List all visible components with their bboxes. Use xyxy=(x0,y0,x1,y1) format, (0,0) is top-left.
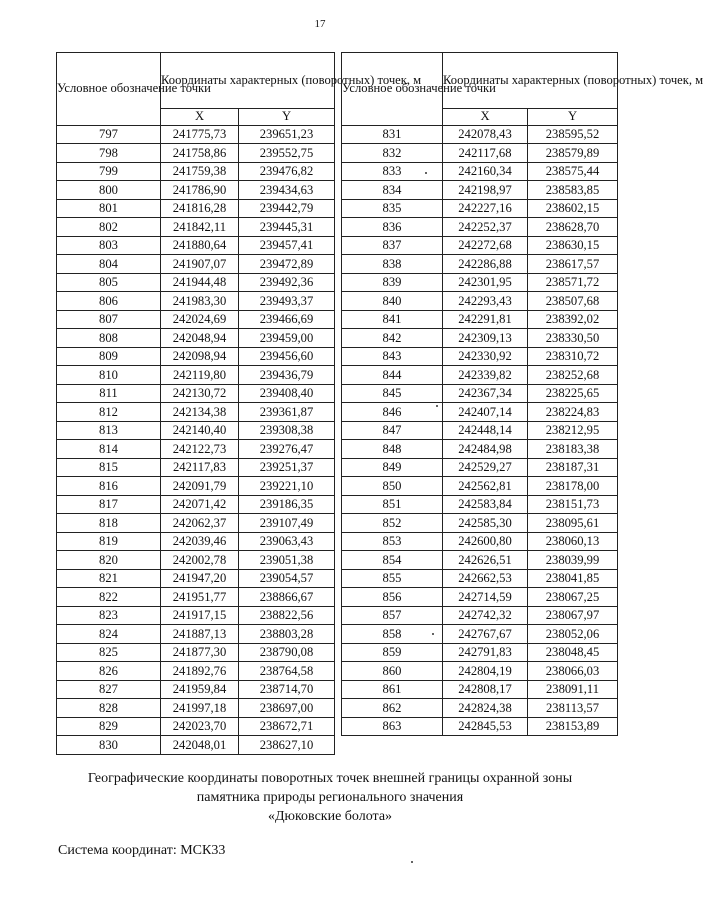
point-number-cell: 811 xyxy=(57,384,161,403)
y-coordinate-cell: 239063,43 xyxy=(239,532,335,551)
y-coordinate-cell: 239051,38 xyxy=(239,551,335,570)
point-number-cell: 855 xyxy=(342,569,443,588)
x-coordinate-cell: 242407,14 xyxy=(443,403,528,422)
y-coordinate-cell: 239445,31 xyxy=(239,218,335,237)
y-coordinate-cell: 238187,31 xyxy=(528,458,618,477)
point-number-cell: 812 xyxy=(57,403,161,422)
x-coordinate-cell: 242339,82 xyxy=(443,366,528,385)
point-number-cell: 826 xyxy=(57,662,161,681)
table-body-left xyxy=(57,125,335,754)
table-row xyxy=(342,218,618,237)
y-coordinate-cell: 238392,02 xyxy=(528,310,618,329)
y-coordinate-cell: 238583,85 xyxy=(528,181,618,200)
x-coordinate-cell: 242002,78 xyxy=(161,551,239,570)
table-row xyxy=(57,144,335,163)
header-point-label: Условное обозначение точки xyxy=(342,53,443,126)
y-coordinate-cell: 238617,57 xyxy=(528,255,618,274)
header-y-label: Y xyxy=(239,109,335,126)
table-row xyxy=(342,255,618,274)
y-coordinate-cell: 239221,10 xyxy=(239,477,335,496)
y-coordinate-cell: 238066,03 xyxy=(528,662,618,681)
point-number-cell: 822 xyxy=(57,588,161,607)
y-coordinate-cell: 238052,06 xyxy=(528,625,618,644)
point-number-cell: 819 xyxy=(57,532,161,551)
caption-line-3: «Дюковские болота» xyxy=(267,809,393,824)
x-coordinate-cell: 242804,19 xyxy=(443,662,528,681)
y-coordinate-cell: 238225,65 xyxy=(528,384,618,403)
table-row xyxy=(57,162,335,181)
y-coordinate-cell: 239054,57 xyxy=(239,569,335,588)
point-number-cell: 842 xyxy=(342,329,443,348)
point-number-cell: 835 xyxy=(342,199,443,218)
x-coordinate-cell: 241917,15 xyxy=(161,606,239,625)
x-coordinate-cell: 242791,83 xyxy=(443,643,528,662)
coordinate-system-label: Система координат: МСК33 xyxy=(58,843,226,858)
x-coordinate-cell: 242824,38 xyxy=(443,699,528,718)
table-row xyxy=(342,181,618,200)
x-coordinate-cell: 242293,43 xyxy=(443,292,528,311)
point-number-cell: 820 xyxy=(57,551,161,570)
x-coordinate-cell: 242039,46 xyxy=(161,532,239,551)
x-coordinate-cell: 242134,38 xyxy=(161,403,239,422)
point-number-cell: 831 xyxy=(342,125,443,144)
y-coordinate-cell: 239476,82 xyxy=(239,162,335,181)
x-coordinate-cell: 242098,94 xyxy=(161,347,239,366)
point-number-cell: 797 xyxy=(57,125,161,144)
point-number-cell: 838 xyxy=(342,255,443,274)
x-coordinate-cell: 241842,11 xyxy=(161,218,239,237)
y-coordinate-cell: 238153,89 xyxy=(528,717,618,736)
table-row xyxy=(342,495,618,514)
y-coordinate-cell: 238764,58 xyxy=(239,662,335,681)
point-number-cell: 802 xyxy=(57,218,161,237)
point-number-cell: 861 xyxy=(342,680,443,699)
table-row xyxy=(342,532,618,551)
header-coords-label: Координаты характерных (поворотных) точек, м xyxy=(443,53,618,109)
x-coordinate-cell: 242140,40 xyxy=(161,421,239,440)
table-row xyxy=(57,366,335,385)
x-coordinate-cell: 242119,80 xyxy=(161,366,239,385)
y-coordinate-cell: 238575,44 xyxy=(528,162,618,181)
point-number-cell: 815 xyxy=(57,458,161,477)
point-number-cell: 840 xyxy=(342,292,443,311)
x-coordinate-cell: 242071,42 xyxy=(161,495,239,514)
x-coordinate-cell: 241887,13 xyxy=(161,625,239,644)
point-number-cell: 827 xyxy=(57,680,161,699)
point-number-cell: 859 xyxy=(342,643,443,662)
point-number-cell: 832 xyxy=(342,144,443,163)
x-coordinate-cell: 242845,53 xyxy=(443,717,528,736)
y-coordinate-cell: 239434,63 xyxy=(239,181,335,200)
point-number-cell: 817 xyxy=(57,495,161,514)
point-number-cell: 857 xyxy=(342,606,443,625)
table-row xyxy=(57,292,335,311)
table-row xyxy=(342,329,618,348)
header-y-label: Y xyxy=(528,109,618,126)
point-number-cell: 858 xyxy=(342,625,443,644)
point-number-cell: 799 xyxy=(57,162,161,181)
y-coordinate-cell: 238628,70 xyxy=(528,218,618,237)
y-coordinate-cell: 238113,57 xyxy=(528,699,618,718)
y-coordinate-cell: 238041,85 xyxy=(528,569,618,588)
x-coordinate-cell: 242091,79 xyxy=(161,477,239,496)
y-coordinate-cell: 239107,49 xyxy=(239,514,335,533)
point-number-cell: 862 xyxy=(342,699,443,718)
point-number-cell: 823 xyxy=(57,606,161,625)
table-row xyxy=(57,384,335,403)
table-row xyxy=(342,643,618,662)
x-coordinate-cell: 241951,77 xyxy=(161,588,239,607)
point-number-cell: 830 xyxy=(57,736,161,755)
y-coordinate-cell: 239251,37 xyxy=(239,458,335,477)
caption-line-2: памятника природы регионального значения xyxy=(196,790,464,805)
y-coordinate-cell: 238579,89 xyxy=(528,144,618,163)
table-row xyxy=(57,236,335,255)
table-row xyxy=(57,477,335,496)
y-coordinate-cell: 238627,10 xyxy=(239,736,335,755)
x-coordinate-cell: 242048,01 xyxy=(161,736,239,755)
y-coordinate-cell: 238330,50 xyxy=(528,329,618,348)
point-number-cell: 834 xyxy=(342,181,443,200)
table-row xyxy=(57,329,335,348)
table-row xyxy=(57,588,335,607)
table-row xyxy=(342,551,618,570)
point-number-cell: 846 xyxy=(342,403,443,422)
point-number-cell: 847 xyxy=(342,421,443,440)
page-number: 17 xyxy=(314,18,326,30)
table-row xyxy=(342,366,618,385)
table-row xyxy=(57,495,335,514)
point-number-cell: 798 xyxy=(57,144,161,163)
y-coordinate-cell: 238095,61 xyxy=(528,514,618,533)
point-number-cell: 801 xyxy=(57,199,161,218)
x-coordinate-cell: 242529,27 xyxy=(443,458,528,477)
x-coordinate-cell: 242742,32 xyxy=(443,606,528,625)
y-coordinate-cell: 238507,68 xyxy=(528,292,618,311)
x-coordinate-cell: 241759,38 xyxy=(161,162,239,181)
point-number-cell: 837 xyxy=(342,236,443,255)
x-coordinate-cell: 242130,72 xyxy=(161,384,239,403)
y-coordinate-cell: 238630,15 xyxy=(528,236,618,255)
table-row xyxy=(342,699,618,718)
point-number-cell: 836 xyxy=(342,218,443,237)
header-point-label: Условное обозначение точки xyxy=(57,53,161,126)
x-coordinate-cell: 241786,90 xyxy=(161,181,239,200)
x-coordinate-cell: 242330,92 xyxy=(443,347,528,366)
table-row xyxy=(57,347,335,366)
table-row xyxy=(57,680,335,699)
table-row xyxy=(342,421,618,440)
table-row xyxy=(342,588,618,607)
x-coordinate-cell: 241947,20 xyxy=(161,569,239,588)
point-number-cell: 805 xyxy=(57,273,161,292)
x-coordinate-cell: 242252,37 xyxy=(443,218,528,237)
table-row xyxy=(342,625,618,644)
table-row xyxy=(342,292,618,311)
point-number-cell: 860 xyxy=(342,662,443,681)
table-row xyxy=(57,717,335,736)
x-coordinate-cell: 242023,70 xyxy=(161,717,239,736)
y-coordinate-cell: 239408,40 xyxy=(239,384,335,403)
table-row xyxy=(342,162,618,181)
point-number-cell: 806 xyxy=(57,292,161,311)
x-coordinate-cell: 241959,84 xyxy=(161,680,239,699)
x-coordinate-cell: 241877,30 xyxy=(161,643,239,662)
point-number-cell: 851 xyxy=(342,495,443,514)
header-x-label: X xyxy=(161,109,239,126)
x-coordinate-cell: 242160,34 xyxy=(443,162,528,181)
table-row xyxy=(57,625,335,644)
x-coordinate-cell: 242309,13 xyxy=(443,329,528,348)
point-number-cell: 821 xyxy=(57,569,161,588)
x-coordinate-cell: 242626,51 xyxy=(443,551,528,570)
y-coordinate-cell: 238067,25 xyxy=(528,588,618,607)
x-coordinate-cell: 241907,07 xyxy=(161,255,239,274)
y-coordinate-cell: 238714,70 xyxy=(239,680,335,699)
point-number-cell: 850 xyxy=(342,477,443,496)
x-coordinate-cell: 241816,28 xyxy=(161,199,239,218)
table-body-right xyxy=(342,125,618,736)
table-row xyxy=(57,569,335,588)
y-coordinate-cell: 238672,71 xyxy=(239,717,335,736)
y-coordinate-cell: 239651,23 xyxy=(239,125,335,144)
point-number-cell: 843 xyxy=(342,347,443,366)
table-row xyxy=(342,310,618,329)
x-coordinate-cell: 242024,69 xyxy=(161,310,239,329)
scan-speck xyxy=(436,405,438,407)
x-coordinate-cell: 242600,80 xyxy=(443,532,528,551)
point-number-cell: 813 xyxy=(57,421,161,440)
table-row xyxy=(57,403,335,422)
y-coordinate-cell: 239459,00 xyxy=(239,329,335,348)
point-number-cell: 833 xyxy=(342,162,443,181)
point-number-cell: 824 xyxy=(57,625,161,644)
coordinates-table-right xyxy=(341,52,703,736)
table-row xyxy=(57,181,335,200)
table-row xyxy=(342,606,618,625)
point-number-cell: 828 xyxy=(57,699,161,718)
y-coordinate-cell: 238252,68 xyxy=(528,366,618,385)
y-coordinate-cell: 238212,95 xyxy=(528,421,618,440)
y-coordinate-cell: 238697,00 xyxy=(239,699,335,718)
y-coordinate-cell: 238067,97 xyxy=(528,606,618,625)
point-number-cell: 849 xyxy=(342,458,443,477)
y-coordinate-cell: 239457,41 xyxy=(239,236,335,255)
table-row xyxy=(57,662,335,681)
point-number-cell: 856 xyxy=(342,588,443,607)
point-number-cell: 808 xyxy=(57,329,161,348)
x-coordinate-cell: 242078,43 xyxy=(443,125,528,144)
table-row xyxy=(57,273,335,292)
document-caption xyxy=(40,769,620,826)
table-row xyxy=(57,458,335,477)
point-number-cell: 807 xyxy=(57,310,161,329)
table-row xyxy=(342,125,618,144)
y-coordinate-cell: 238048,45 xyxy=(528,643,618,662)
table-row xyxy=(342,569,618,588)
x-coordinate-cell: 241983,30 xyxy=(161,292,239,311)
x-coordinate-cell: 242291,81 xyxy=(443,310,528,329)
y-coordinate-cell: 238602,15 xyxy=(528,199,618,218)
y-coordinate-cell: 238790,08 xyxy=(239,643,335,662)
table-row xyxy=(342,236,618,255)
x-coordinate-cell: 242367,34 xyxy=(443,384,528,403)
point-number-cell: 804 xyxy=(57,255,161,274)
table-row xyxy=(57,125,335,144)
table-row xyxy=(57,532,335,551)
x-coordinate-cell: 242448,14 xyxy=(443,421,528,440)
table-row xyxy=(342,199,618,218)
y-coordinate-cell: 238595,52 xyxy=(528,125,618,144)
table-row xyxy=(342,514,618,533)
table-row xyxy=(57,643,335,662)
point-number-cell: 839 xyxy=(342,273,443,292)
x-coordinate-cell: 241758,86 xyxy=(161,144,239,163)
y-coordinate-cell: 238151,73 xyxy=(528,495,618,514)
point-number-cell: 863 xyxy=(342,717,443,736)
x-coordinate-cell: 242227,16 xyxy=(443,199,528,218)
caption-line-1: Географические координаты поворотных точек внешней границы охранной зоны xyxy=(87,771,573,786)
table-row xyxy=(342,144,618,163)
header-x-label: X xyxy=(443,109,528,126)
x-coordinate-cell: 242286,88 xyxy=(443,255,528,274)
scan-speck xyxy=(425,172,427,174)
y-coordinate-cell: 238822,56 xyxy=(239,606,335,625)
header-coords-label: Координаты характерных (поворотных) точек, м xyxy=(161,53,335,109)
x-coordinate-cell: 241880,64 xyxy=(161,236,239,255)
point-number-cell: 810 xyxy=(57,366,161,385)
point-number-cell: 848 xyxy=(342,440,443,459)
point-number-cell: 844 xyxy=(342,366,443,385)
x-coordinate-cell: 242117,83 xyxy=(161,458,239,477)
x-coordinate-cell: 242562,81 xyxy=(443,477,528,496)
y-coordinate-cell: 238039,99 xyxy=(528,551,618,570)
x-coordinate-cell: 242585,30 xyxy=(443,514,528,533)
y-coordinate-cell: 239308,38 xyxy=(239,421,335,440)
y-coordinate-cell: 239186,35 xyxy=(239,495,335,514)
table-row xyxy=(57,514,335,533)
y-coordinate-cell: 238224,83 xyxy=(528,403,618,422)
x-coordinate-cell: 242062,37 xyxy=(161,514,239,533)
table-row xyxy=(57,199,335,218)
point-number-cell: 818 xyxy=(57,514,161,533)
point-number-cell: 800 xyxy=(57,181,161,200)
x-coordinate-cell: 242048,94 xyxy=(161,329,239,348)
y-coordinate-cell: 239552,75 xyxy=(239,144,335,163)
table-row xyxy=(57,606,335,625)
point-number-cell: 825 xyxy=(57,643,161,662)
y-coordinate-cell: 238183,38 xyxy=(528,440,618,459)
table-row xyxy=(342,477,618,496)
y-coordinate-cell: 239442,79 xyxy=(239,199,335,218)
point-number-cell: 809 xyxy=(57,347,161,366)
table-row xyxy=(57,551,335,570)
table-row xyxy=(342,458,618,477)
table-row xyxy=(342,384,618,403)
point-number-cell: 852 xyxy=(342,514,443,533)
x-coordinate-cell: 242198,97 xyxy=(443,181,528,200)
point-number-cell: 854 xyxy=(342,551,443,570)
table-row xyxy=(342,347,618,366)
y-coordinate-cell: 238060,13 xyxy=(528,532,618,551)
table-row xyxy=(57,736,335,755)
y-coordinate-cell: 238803,28 xyxy=(239,625,335,644)
y-coordinate-cell: 238866,67 xyxy=(239,588,335,607)
x-coordinate-cell: 242484,98 xyxy=(443,440,528,459)
y-coordinate-cell: 239493,37 xyxy=(239,292,335,311)
point-number-cell: 816 xyxy=(57,477,161,496)
x-coordinate-cell: 241892,76 xyxy=(161,662,239,681)
y-coordinate-cell: 239436,79 xyxy=(239,366,335,385)
point-number-cell: 803 xyxy=(57,236,161,255)
table-row xyxy=(57,421,335,440)
y-coordinate-cell: 239276,47 xyxy=(239,440,335,459)
table-row xyxy=(342,662,618,681)
table-row xyxy=(57,310,335,329)
y-coordinate-cell: 239456,60 xyxy=(239,347,335,366)
x-coordinate-cell: 242117,68 xyxy=(443,144,528,163)
y-coordinate-cell: 238091,11 xyxy=(528,680,618,699)
x-coordinate-cell: 242767,67 xyxy=(443,625,528,644)
x-coordinate-cell: 242301,95 xyxy=(443,273,528,292)
x-coordinate-cell: 241944,48 xyxy=(161,273,239,292)
point-number-cell: 853 xyxy=(342,532,443,551)
y-coordinate-cell: 238178,00 xyxy=(528,477,618,496)
x-coordinate-cell: 241775,73 xyxy=(161,125,239,144)
table-row xyxy=(342,717,618,736)
x-coordinate-cell: 242272,68 xyxy=(443,236,528,255)
x-coordinate-cell: 242122,73 xyxy=(161,440,239,459)
x-coordinate-cell: 242808,17 xyxy=(443,680,528,699)
point-number-cell: 814 xyxy=(57,440,161,459)
table-row xyxy=(342,273,618,292)
table-row xyxy=(57,255,335,274)
x-coordinate-cell: 242583,84 xyxy=(443,495,528,514)
y-coordinate-cell: 239472,89 xyxy=(239,255,335,274)
x-coordinate-cell: 242714,59 xyxy=(443,588,528,607)
y-coordinate-cell: 239492,36 xyxy=(239,273,335,292)
table-row xyxy=(57,218,335,237)
point-number-cell: 829 xyxy=(57,717,161,736)
table-row xyxy=(57,699,335,718)
y-coordinate-cell: 238310,72 xyxy=(528,347,618,366)
point-number-cell: 845 xyxy=(342,384,443,403)
table-row xyxy=(342,403,618,422)
x-coordinate-cell: 242662,53 xyxy=(443,569,528,588)
table-row xyxy=(342,680,618,699)
scan-speck xyxy=(411,861,413,863)
table-row xyxy=(342,440,618,459)
y-coordinate-cell: 239466,69 xyxy=(239,310,335,329)
scan-speck xyxy=(432,633,434,635)
table-row xyxy=(57,440,335,459)
x-coordinate-cell: 241997,18 xyxy=(161,699,239,718)
y-coordinate-cell: 239361,87 xyxy=(239,403,335,422)
point-number-cell: 841 xyxy=(342,310,443,329)
y-coordinate-cell: 238571,72 xyxy=(528,273,618,292)
